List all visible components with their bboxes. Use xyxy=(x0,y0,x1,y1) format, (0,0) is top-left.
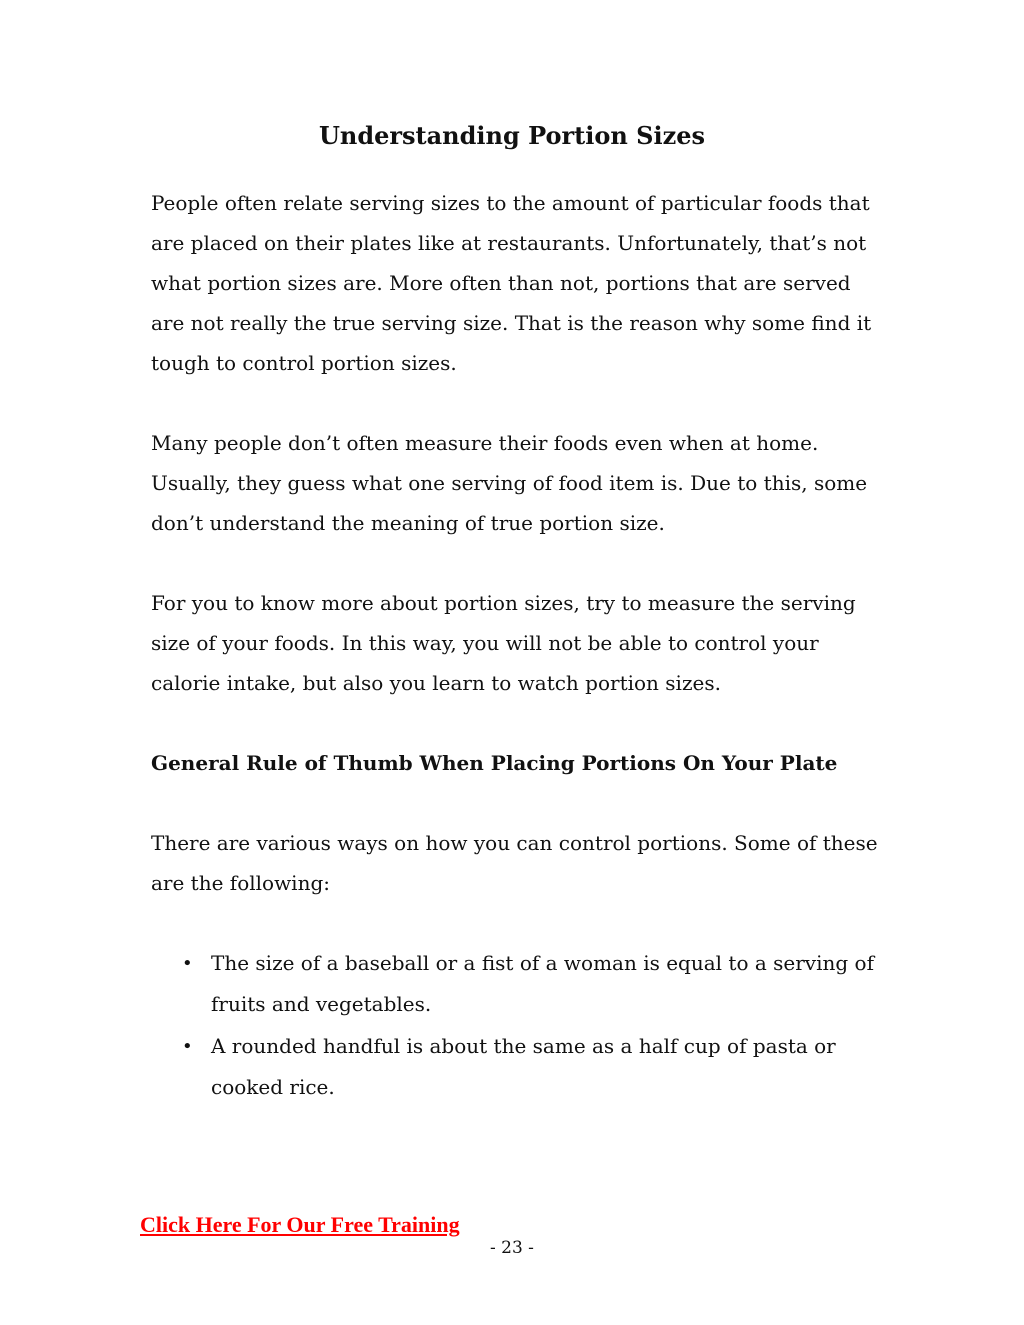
intro-paragraph: There are various ways on how you can control portions. Some of these are the following: xyxy=(151,831,878,895)
free-training-link[interactable]: Click Here For Our Free Training xyxy=(140,1212,460,1237)
list-item xyxy=(151,1026,886,1108)
bullet-icon: • xyxy=(182,1036,193,1057)
bullet-list xyxy=(151,943,886,1108)
page-number: - 23 - xyxy=(490,1238,534,1258)
bullet-icon: • xyxy=(182,953,193,974)
list-item xyxy=(151,943,886,1025)
paragraph: Many people don’t often measure their foods even when at home. Usually, they guess what one serving of food item is. Due to this, some don’t understand the meaning of true portion size. xyxy=(151,431,868,535)
section-heading: General Rule of Thumb When Placing Portions On Your Plate xyxy=(151,751,838,775)
list-item-text: The size of a baseball or a fist of a woman is equal to a serving of fruits and vegetables. xyxy=(211,951,874,1016)
list-item-text: A rounded handful is about the same as a half cup of pasta or cooked rice. xyxy=(211,1034,836,1099)
page-title: Understanding Portion Sizes xyxy=(318,121,706,150)
paragraph: For you to know more about portion sizes, try to measure the serving size of your foods. In this way, you will not be able to control your calorie intake, but also you learn to watch portion sizes. xyxy=(151,591,856,695)
document-body xyxy=(151,183,886,1109)
paragraph: People often relate serving sizes to the amount of particular foods that are placed on their plates like at restaurants. Unfortunately, that’s not what portion sizes are. More often than not, portions that are served are not really the true serving size. That is the reason why some find it tough to control portion sizes. xyxy=(151,191,872,375)
